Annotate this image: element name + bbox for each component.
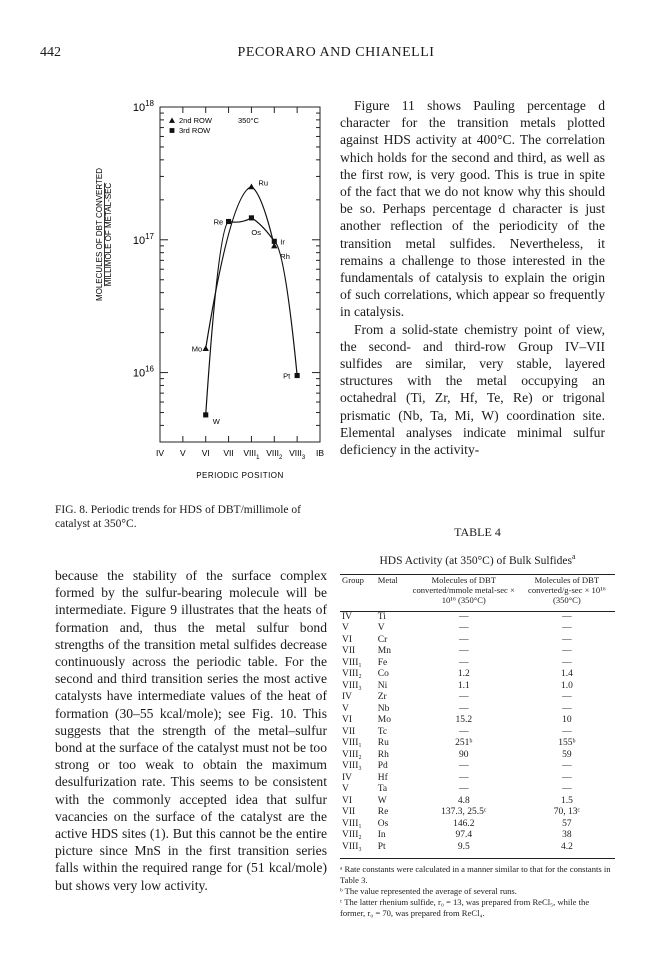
cell-metal: Mo	[377, 715, 391, 726]
cell-per-metal: —	[459, 623, 469, 634]
right-column-text	[340, 97, 605, 458]
cell-per-gram: —	[562, 646, 572, 657]
figure-caption-label: FIG. 8.	[55, 504, 88, 516]
x-tick-label: VII	[223, 448, 234, 458]
cell-per-gram: 10	[562, 715, 572, 726]
table-row	[340, 750, 615, 762]
cell-per-metal: 9.5	[457, 841, 470, 852]
cell-metal: In	[377, 830, 386, 841]
cell-metal: Os	[377, 818, 389, 829]
x-tick-label: V	[180, 448, 186, 458]
y-tick-label: $10^{18}$	[132, 99, 154, 114]
cell-group: VIII₃	[342, 761, 362, 772]
cell-per-metal: —	[459, 761, 469, 772]
table-row	[340, 842, 615, 854]
cell-per-metal: —	[459, 772, 469, 783]
table-row	[340, 681, 615, 693]
cell-metal: Re	[377, 807, 389, 818]
plot-frame	[160, 107, 320, 442]
cell-per-metal: 15.2	[455, 715, 473, 726]
cell-per-metal: —	[459, 703, 469, 714]
data-point-mo	[203, 345, 209, 351]
cell-per-metal: —	[459, 646, 469, 657]
cell-metal: Fe	[377, 657, 388, 668]
cell-metal: Ru	[377, 738, 389, 749]
cell-per-gram: 155ᵇ	[558, 738, 576, 749]
cell-group: VIII₃	[342, 841, 362, 852]
paragraph: Figure 11 shows Pauling percentage d character for the transition metals plotted against HDS activity at 400°C. The correlation which holds for the second and third, as well as the first row, is very good. This is true in spite of the fact that we do not know why this should be so. Perhaps percentage d character is just another reflection of the periodicity of the transition metal sulfides. Nevertheless, it remains a challenge to those interested in the fundamentals of catalysis to explain the origin of such correlations, which appear so frequently in catalysis.	[340, 98, 605, 320]
table-row	[340, 611, 615, 623]
data-label-ir: Ir	[280, 237, 285, 247]
cell-group: VIII₂	[342, 749, 362, 760]
cell-metal: Ta	[377, 784, 388, 795]
cell-metal: Hf	[377, 772, 388, 783]
x-tick-label: $VIII_2$	[266, 448, 283, 461]
legend-marker	[170, 128, 175, 133]
cell-per-gram: —	[562, 761, 572, 772]
table-title-text: HDS Activity (at 350°C) of Bulk Sulfides	[379, 554, 572, 567]
cell-per-metal: —	[459, 784, 469, 795]
cell-metal: Ni	[377, 680, 388, 691]
cell-group: VI	[342, 634, 353, 645]
y-axis-label: MOLECULES OF DBT CONVERTED	[95, 167, 104, 302]
y-tick-label: $10^{16}$	[132, 364, 154, 380]
cell-metal: Tc	[377, 726, 388, 737]
cell-per-metal: 1.2	[457, 669, 470, 680]
cell-group: IV	[342, 611, 353, 622]
col-header-per-gram: Molecules of DBT converted/g-sec × 10¹⁶ (350°C)	[528, 574, 606, 605]
cell-group: VII	[342, 726, 356, 737]
y-tick-label: $10^{17}$	[132, 231, 154, 247]
table-4	[340, 525, 615, 919]
cell-metal: Rh	[377, 749, 389, 760]
cell-metal: Ti	[377, 611, 386, 622]
cell-per-gram: —	[562, 611, 572, 622]
table-footnote: ᵃ Rate constants were calculated in a manner similar to that for the constants in Table 3.	[340, 864, 611, 886]
cell-per-metal: —	[459, 657, 469, 668]
cell-group: V	[342, 784, 349, 795]
table-row	[340, 773, 615, 785]
x-tick-label: IV	[155, 448, 165, 458]
data-table	[340, 575, 615, 854]
cell-per-gram: 4.2	[560, 841, 573, 852]
cell-per-metal: —	[459, 634, 469, 645]
cell-metal: Nb	[377, 703, 390, 714]
paragraph: From a solid-state chemistry point of view, the second- and third-row Group IV–VII sulfides are similar, very stable, layered structures with the metal occupying an octahedral (Ti, Zr, Hf, Te, Re) or trigonal prismatic (Nb, Ta, Mi, W) coordination site. Elemental analyses indicate minimal sulfur deficiency in the activity-	[340, 321, 605, 458]
cell-group: IV	[342, 692, 353, 703]
table-label: TABLE 4	[454, 525, 501, 539]
cell-per-metal: 251ᵇ	[455, 738, 473, 749]
cell-group: VI	[342, 715, 353, 726]
cell-per-gram: —	[562, 784, 572, 795]
legend-marker	[169, 118, 175, 123]
cell-per-metal: 90	[459, 749, 469, 760]
table-row	[340, 761, 615, 773]
data-point-ru	[248, 184, 254, 190]
data-label-os: Os	[251, 227, 262, 237]
cell-metal: Co	[377, 669, 389, 680]
table-row	[340, 704, 615, 716]
cell-per-gram: 57	[562, 818, 572, 829]
legend-label: 2nd ROW	[179, 116, 212, 125]
cell-metal: Cr	[377, 634, 388, 645]
legend-label: 3rd ROW	[179, 126, 211, 135]
data-point-pt	[295, 373, 300, 378]
x-axis-label: PERIODIC POSITION	[196, 471, 284, 480]
data-label-w: W	[212, 416, 220, 426]
cell-group: VIII₁	[342, 657, 362, 668]
cell-per-gram: 1.0	[560, 680, 573, 691]
cell-per-gram: 1.5	[560, 795, 573, 806]
table-row	[340, 646, 615, 658]
chart-annotation: 350°C	[238, 116, 259, 125]
table-row	[340, 807, 615, 819]
table-row	[340, 796, 615, 808]
cell-per-gram: —	[562, 657, 572, 668]
table-row	[340, 830, 615, 842]
data-point-ir	[272, 239, 277, 244]
cell-per-metal: —	[459, 692, 469, 703]
cell-group: V	[342, 703, 349, 714]
cell-metal: V	[377, 623, 385, 634]
table-row	[340, 692, 615, 704]
cell-group: VII	[342, 646, 356, 657]
cell-per-gram: 1.4	[560, 669, 573, 680]
cell-per-metal: 4.8	[457, 795, 470, 806]
cell-per-gram: —	[562, 726, 572, 737]
cell-group: VIII₂	[342, 830, 362, 841]
figure-caption-text: Periodic trends for HDS of DBT/millimole of catalyst at 350°C.	[55, 504, 301, 530]
data-label-re: Re	[213, 217, 224, 227]
table-body	[340, 611, 615, 853]
cell-per-gram: —	[562, 692, 572, 703]
cell-per-gram: 70, 13ᶜ	[553, 807, 580, 818]
cell-per-metal: 146.2	[453, 818, 475, 829]
data-point-re	[226, 219, 231, 224]
figure-caption	[55, 503, 335, 531]
data-point-w	[203, 412, 208, 417]
cell-group: VIII₁	[342, 738, 362, 749]
cell-metal: Zr	[377, 692, 387, 703]
cell-per-gram: —	[562, 623, 572, 634]
col-header-metal: Metal	[377, 574, 398, 585]
cell-per-gram: 59	[562, 749, 572, 760]
data-point-os	[249, 215, 254, 220]
data-label-mo: Mo	[191, 344, 203, 354]
figure-8-chart	[40, 92, 340, 502]
page-number: 442	[40, 45, 61, 60]
table-row	[340, 727, 615, 739]
cell-per-gram: 38	[562, 830, 572, 841]
table-row	[340, 635, 615, 647]
table-row	[340, 738, 615, 750]
cell-per-metal: —	[459, 611, 469, 622]
cell-metal: Mn	[377, 646, 391, 657]
cell-per-metal: 97.4	[455, 830, 473, 841]
table-row	[340, 784, 615, 796]
data-label-pt: Pt	[283, 371, 291, 381]
table-title	[340, 552, 615, 567]
cell-metal: Pt	[377, 841, 386, 852]
table-footnote: ᵇ The value represented the average of several runs.	[340, 886, 517, 897]
y-axis-label-line2: MILLIMOLE OF METAL-SEC	[104, 182, 113, 287]
table-row	[340, 819, 615, 831]
paragraph: because the stability of the surface complex formed by the sulfur-bearing molecule will be intermediate. Figure 9 illustrates that the heats of formation and, thus the metal sulfur bond strengths of the transition metal sulfides decrease continuously across the periodic table. For the second and third transition series the most active catalysts have intermediate values of the heat of formation (30–55 kcal/mole); see Fig. 10. This suggests that the strength of the metal–sulfur bond at the surface of the catalyst must not be too strong or too weak to obtain the maximum desulfurization rate. This seems to be consistent with the commonly accepted idea that sulfur vacancies on the surface of the catalyst are the active HDS sites (1). But this cannot be the entire picture since MnS in the first transition series falls within the required range for (51 kcal/mole) but shows very low activity.	[55, 568, 327, 893]
x-tick-label: VI	[201, 448, 210, 458]
x-tick-label: IB	[315, 448, 325, 458]
series-line-row3	[206, 218, 297, 415]
col-header-group: Group	[342, 574, 364, 585]
cell-per-gram: —	[562, 772, 572, 783]
x-tick-label: $VIII_3$	[289, 448, 306, 461]
data-label-ru: Ru	[258, 178, 269, 188]
series-line-row2	[206, 187, 275, 349]
cell-group: VIII₁	[342, 818, 362, 829]
cell-group: VIII₃	[342, 680, 362, 691]
x-tick-label: $VIII_1$	[243, 448, 260, 461]
cell-metal: W	[377, 795, 387, 806]
cell-per-metal: 137.3, 25.5ᶜ	[441, 807, 487, 818]
table-row	[340, 658, 615, 670]
cell-group: VIII₂	[342, 669, 362, 680]
table-row	[340, 715, 615, 727]
cell-per-gram: —	[562, 634, 572, 645]
table-footnote: ᶜ The latter rhenium sulfide, r₀ = 13, was prepared from ReCl₅, while the former, r₀ = 70, was prepared from ReCl₄.	[340, 897, 590, 919]
data-label-rh: Rh	[280, 251, 290, 261]
table-header-row	[340, 575, 615, 605]
cell-metal: Pd	[377, 761, 388, 772]
table-row	[340, 623, 615, 635]
cell-per-metal: 1.1	[457, 680, 470, 691]
col-header-per-metal: Molecules of DBT converted/mmole metal-sec × 10¹⁶ (350°C)	[412, 574, 515, 605]
cell-group: VII	[342, 807, 356, 818]
table-row	[340, 669, 615, 681]
running-title: PECORARO AND CHIANELLI	[237, 45, 435, 60]
cell-group: VI	[342, 795, 353, 806]
cell-group: V	[342, 623, 349, 634]
table-title-mark: a	[571, 552, 576, 561]
cell-group: IV	[342, 772, 353, 783]
left-column-text	[55, 567, 327, 894]
cell-per-gram: —	[562, 703, 572, 714]
cell-per-metal: —	[459, 726, 469, 737]
